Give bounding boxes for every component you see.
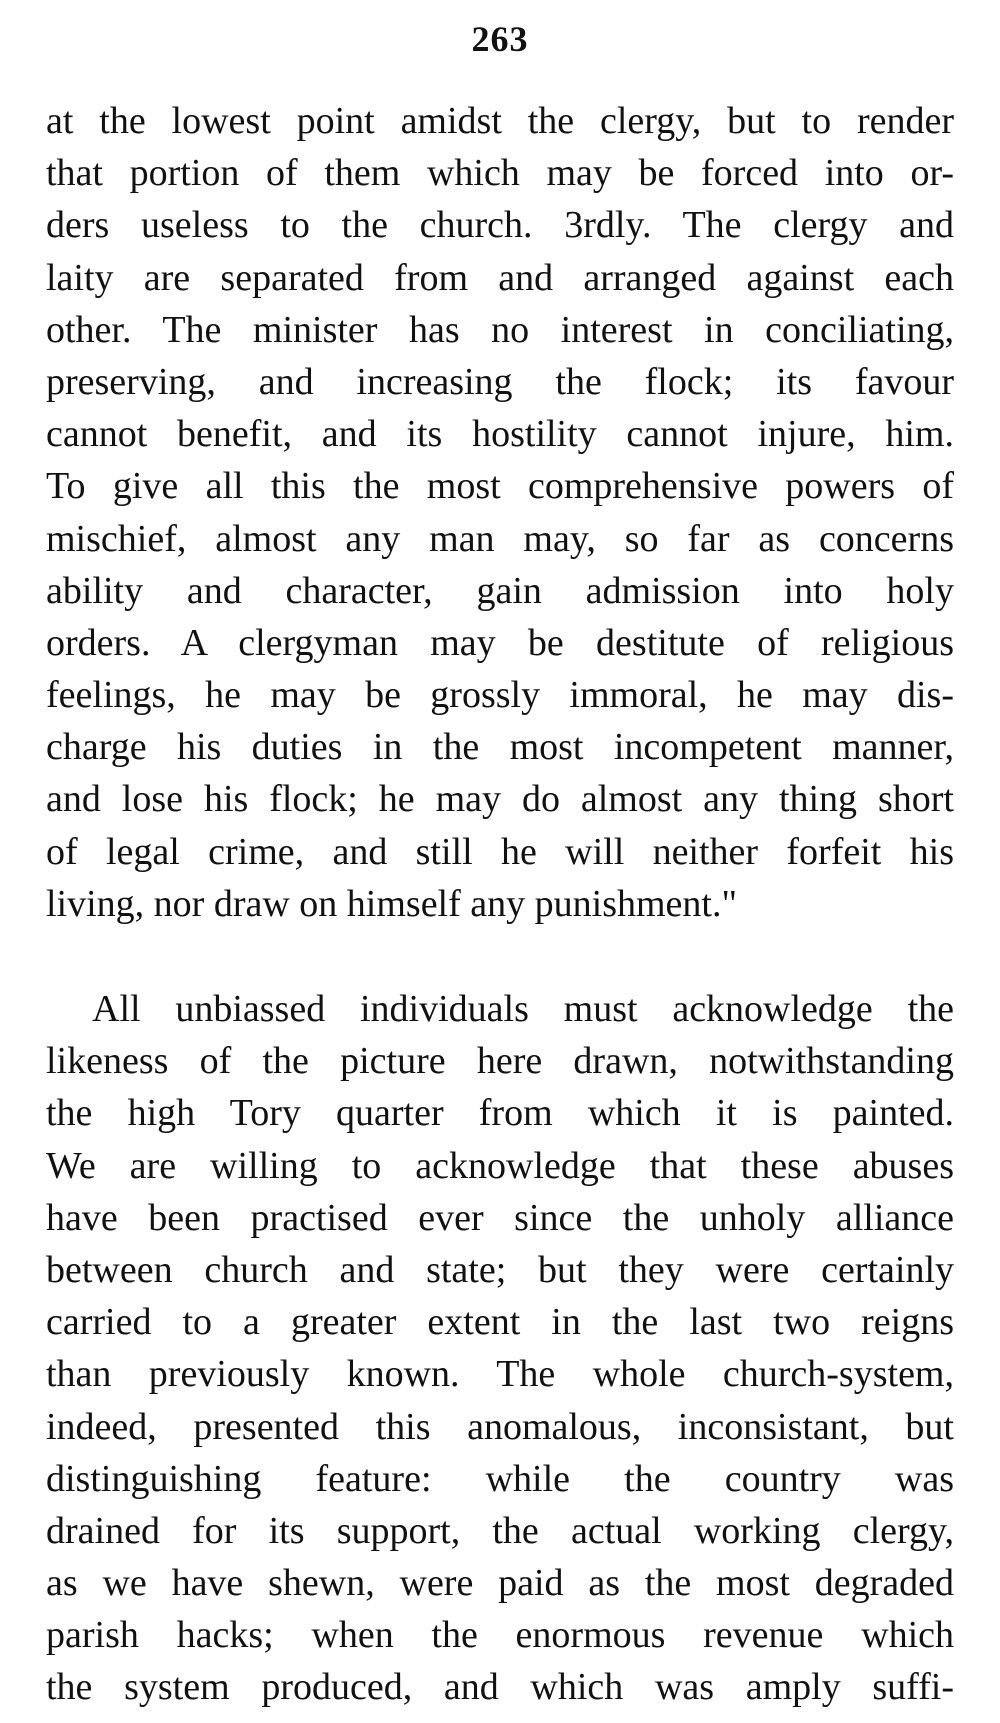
text-line: distinguishing feature: while the country was [46,1457,954,1500]
text-line: We are willing to acknowledge that these abuses [46,1144,954,1187]
text-line: likeness of the picture here drawn, notwithstanding [46,1040,954,1083]
text-line: and lose his flock; he may do almost any thing short [46,778,954,821]
text-line: parish hacks; when the enormous revenue which [46,1614,954,1657]
text-line: between church and state; but they were certainly [46,1248,954,1291]
text-line: indeed, presented this anomalous, inconsistant, but [46,1405,954,1448]
text-line: feelings, he may be grossly immoral, he may dis- [46,674,954,717]
paragraph-quote-continuation [46,95,954,930]
text-line: drained for its support, the actual working clergy, [46,1509,954,1552]
text-line: the high Tory quarter from which it is painted. [46,1092,954,1135]
paragraph-commentary [46,983,954,1714]
text-line: at the lowest point amidst the clergy, but to render [46,100,954,142]
text-line: preserving, and increasing the flock; its favour [46,360,954,403]
text-line: the system produced, and which was amply suffi- [46,1666,954,1709]
text-line: other. The minister has no interest in conciliating, [46,308,954,351]
text-line: laity are separated from and arranged against each [46,256,954,299]
text-line: cannot benefit, and its hostility cannot injure, him. [46,413,954,456]
text-line: mischief, almost any man may, so far as concerns [46,517,954,560]
text-line: living, nor draw on himself any punishment." [46,882,737,925]
text-line: as we have shewn, were paid as the most degraded [46,1562,954,1605]
text-line: than previously known. The whole church-system, [46,1353,954,1396]
text-line: ability and character, gain admission into holy [46,569,954,612]
text-line: charge his duties in the most incompetent manner, [46,726,954,769]
page-number: 263 [471,19,529,59]
text-line: that portion of them which may be forced into or- [46,152,954,195]
text-line: carried to a greater extent in the last two reigns [46,1301,954,1344]
text-line: orders. A clergyman may be destitute of religious [46,621,954,664]
text-line: All unbiassed individuals must acknowledge the [92,988,954,1030]
text-line: have been practised ever since the unholy alliance [46,1196,954,1239]
text-line: To give all this the most comprehensive powers of [46,465,954,508]
text-line: of legal crime, and still he will neither forfeit his [46,830,954,873]
text-line: ders useless to the church. 3rdly. The clergy and [46,204,954,247]
